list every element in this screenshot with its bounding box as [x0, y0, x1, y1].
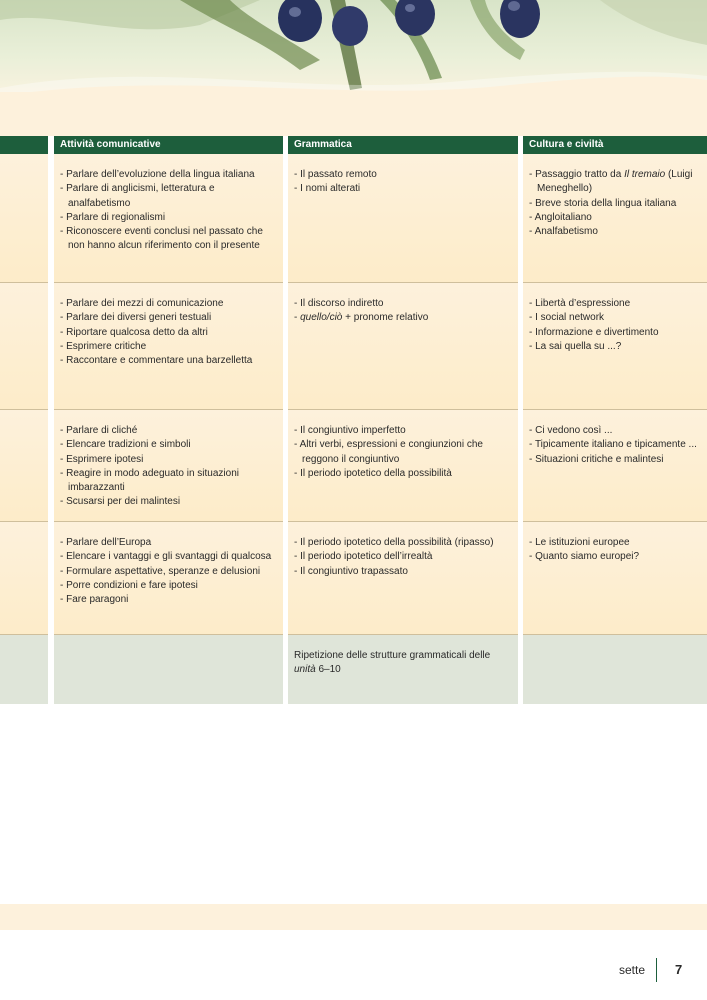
list-item: - Quanto siamo europei?	[529, 550, 701, 564]
cell-cultura	[523, 154, 707, 282]
table-row	[0, 410, 707, 521]
list-item: - Il congiuntivo trapassato	[294, 565, 512, 579]
list-item: - Riportare qualcosa detto da altri	[60, 326, 277, 340]
header-grammatica: Grammatica	[294, 139, 352, 150]
list-item: - Il congiuntivo imperfetto	[294, 424, 512, 438]
table-row	[0, 154, 707, 282]
unit-cell	[0, 635, 48, 704]
cell-comunicative	[54, 154, 283, 282]
list-item: - Parlare dell’evoluzione della lingua italiana	[60, 168, 277, 182]
column-separator	[518, 136, 523, 704]
list-item: - Porre condizioni e fare ipotesi	[60, 579, 277, 593]
unit-cell	[0, 522, 48, 634]
list-item: - Elencare i vantaggi e gli svantaggi di qualcosa	[60, 550, 277, 564]
list-item: - Il discorso indiretto	[294, 297, 512, 311]
column-separator	[48, 136, 54, 704]
page-word: sette	[619, 963, 646, 977]
cell-comunicative	[54, 635, 283, 704]
cell-grammatica	[288, 154, 518, 282]
list-item: - Parlare di cliché	[60, 424, 277, 438]
table-row	[0, 522, 707, 634]
list-item: - Parlare di anglicismi, letteratura e analfabetismo	[60, 182, 277, 211]
list-item: - Le istituzioni europee	[529, 536, 701, 550]
header-cultura: Cultura e civiltà	[529, 139, 604, 150]
list-item: - Il passato remoto	[294, 168, 512, 182]
page-divider	[656, 958, 657, 982]
list-item: - I social network	[529, 311, 701, 325]
list-item: - Elencare tradizioni e simboli	[60, 438, 277, 452]
list-item: - Parlare di regionalismi	[60, 211, 277, 225]
cell-comunicative	[54, 410, 283, 521]
cell-cultura	[523, 522, 707, 634]
olive-banner-image	[0, 0, 707, 100]
list-item: - Il periodo ipotetico della possibilità	[294, 467, 512, 481]
cell-grammatica	[288, 283, 518, 409]
cell-grammatica	[288, 410, 518, 521]
list-item: - Ci vedono così ...	[529, 424, 701, 438]
unit-cell	[0, 283, 48, 409]
list-item: - Esprimere ipotesi	[60, 453, 277, 467]
list-item: - Il periodo ipotetico dell’irrealtà	[294, 550, 512, 564]
list-item: - Angloitaliano	[529, 211, 701, 225]
book-title: Il tremaio	[624, 169, 666, 180]
list-item: - Formulare aspettative, speranze e delusioni	[60, 565, 277, 579]
list-item: - Fare paragoni	[60, 593, 277, 607]
footer-band	[0, 904, 707, 930]
banner-cream-band	[0, 92, 707, 136]
list-item: - Raccontare e commentare una barzelletta	[60, 354, 277, 368]
list-item: - Parlare dei mezzi di comunicazione	[60, 297, 277, 311]
list-item: - quello/ciò + pronome relativo	[294, 311, 512, 325]
review-row	[0, 635, 707, 704]
cell-cultura	[523, 635, 707, 704]
cell-cultura	[523, 283, 707, 409]
page-number: 7	[675, 962, 683, 977]
list-item: - I nomi alterati	[294, 182, 512, 196]
list-item: - Scusarsi per dei malintesi	[60, 495, 277, 509]
list-item: - Situazioni critiche e malintesi	[529, 453, 701, 467]
list-item: - Informazione e divertimento	[529, 326, 701, 340]
list-item: - Analfabetismo	[529, 225, 701, 239]
cell-review-text	[288, 635, 518, 704]
unit-cell	[0, 410, 48, 521]
table-row	[0, 283, 707, 409]
review-text: Ripetizione delle strutture grammaticali delle unità 6–10	[294, 650, 491, 676]
table-header	[0, 136, 707, 154]
cell-grammatica	[288, 522, 518, 634]
list-item: - Altri verbi, espressioni e congiunzioni che reggono il congiuntivo	[294, 438, 512, 467]
list-item: - Tipicamente italiano e tipicamente ...	[529, 438, 701, 452]
list-item: - Esprimere critiche	[60, 340, 277, 354]
list-item: - Passaggio tratto da Il tremaio (Luigi Meneghello)	[529, 168, 701, 197]
list-item: - La sai quella su ...?	[529, 340, 701, 354]
list-item: - Riconoscere eventi conclusi nel passato che non hanno alcun riferimento con il presente	[60, 225, 277, 254]
list-item: - Breve storia della lingua italiana	[529, 197, 701, 211]
list-item: - Il periodo ipotetico della possibilità (ripasso)	[294, 536, 512, 550]
cell-comunicative	[54, 283, 283, 409]
unit-cell	[0, 154, 48, 282]
column-separator	[283, 136, 288, 704]
list-item: - Libertà d’espressione	[529, 297, 701, 311]
list-item: - Parlare dell’Europa	[60, 536, 277, 550]
list-item: - Parlare dei diversi generi testuali	[60, 311, 277, 325]
list-item: - Reagire in modo adeguato in situazioni imbarazzanti	[60, 467, 277, 496]
cell-comunicative	[54, 522, 283, 634]
header-comunicative: Attività comunicative	[60, 139, 161, 150]
cell-cultura	[523, 410, 707, 521]
